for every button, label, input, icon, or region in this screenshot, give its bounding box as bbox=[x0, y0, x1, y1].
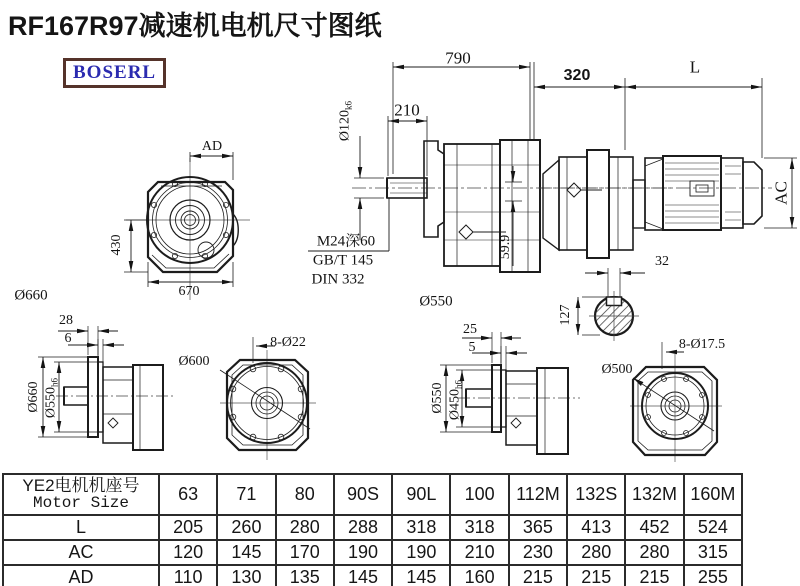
dim-motor-length-l: L bbox=[689, 57, 701, 77]
size-col: 90S bbox=[334, 474, 392, 515]
cell: 170 bbox=[276, 540, 334, 565]
dim-ad: AD bbox=[201, 139, 223, 154]
size-col: 80 bbox=[276, 474, 334, 515]
cell: 215 bbox=[567, 565, 625, 586]
dim-59-9: 59.9 bbox=[498, 234, 513, 260]
page-title: RF167R97减速机电机尺寸图纸 bbox=[8, 11, 382, 41]
table-header-cn: YE2电机机座号 bbox=[22, 475, 140, 495]
label-flange-od-660: Ø660 bbox=[14, 287, 48, 304]
cell: 280 bbox=[567, 540, 625, 565]
cell: 190 bbox=[334, 540, 392, 565]
size-col: 100 bbox=[450, 474, 508, 515]
brand-logo-text: BOSERL bbox=[73, 62, 157, 83]
dim-210: 210 bbox=[394, 100, 420, 120]
cell: 318 bbox=[450, 515, 508, 540]
cell: 135 bbox=[276, 565, 334, 586]
dim-spigot-450 bbox=[449, 380, 464, 420]
cell: 280 bbox=[276, 515, 334, 540]
cell: 190 bbox=[392, 540, 450, 565]
table-row-ad bbox=[3, 565, 742, 586]
cell: 452 bbox=[625, 515, 683, 540]
cell: 145 bbox=[217, 540, 275, 565]
cell: 255 bbox=[684, 565, 742, 586]
cell: 260 bbox=[217, 515, 275, 540]
dim-spigot-550-value: Ø550 bbox=[43, 386, 59, 419]
dim-key-width-32: 32 bbox=[655, 254, 669, 269]
motor-size-table bbox=[2, 473, 743, 586]
dim-motor-diameter-ac: AC bbox=[771, 181, 791, 205]
cell: 110 bbox=[159, 565, 217, 586]
cell: 280 bbox=[625, 540, 683, 565]
table-header-row bbox=[3, 474, 742, 515]
dim-430: 430 bbox=[109, 234, 124, 256]
label-flange-od-550: Ø550 bbox=[419, 293, 453, 310]
cell: 160 bbox=[450, 565, 508, 586]
dim-spigot-450-value: Ø450 bbox=[447, 388, 463, 421]
cell: 288 bbox=[334, 515, 392, 540]
size-col: 71 bbox=[217, 474, 275, 515]
dim-bolt-circle-500: Ø500 bbox=[601, 362, 633, 377]
row-label: AC bbox=[3, 540, 159, 565]
cell: 130 bbox=[217, 565, 275, 586]
size-col: 90L bbox=[392, 474, 450, 515]
front-view-linework bbox=[124, 152, 250, 300]
cell: 145 bbox=[334, 565, 392, 586]
dim-shaft-diameter-tolerance: k6 bbox=[343, 100, 354, 110]
dim-bolt-holes-8x17-5: 8-Ø17.5 bbox=[678, 337, 726, 352]
cell: 210 bbox=[450, 540, 508, 565]
dim-670: 670 bbox=[178, 284, 200, 299]
row-label: AD bbox=[3, 565, 159, 586]
size-col: 132S bbox=[567, 474, 625, 515]
dim-spigot-depth-6: 6 bbox=[64, 331, 72, 346]
cell: 215 bbox=[625, 565, 683, 586]
cell: 315 bbox=[684, 540, 742, 565]
size-col: 132M bbox=[625, 474, 683, 515]
cell: 413 bbox=[567, 515, 625, 540]
dim-spigot-450-tolerance: h6 bbox=[453, 379, 464, 389]
dim-flange-thickness-25: 25 bbox=[463, 322, 477, 337]
dim-shaft-diameter bbox=[339, 101, 354, 141]
dim-flange-od-550: Ø550 bbox=[430, 382, 445, 414]
note-tap-hole: M24深60 bbox=[316, 233, 376, 250]
cell: 120 bbox=[159, 540, 217, 565]
cell: 230 bbox=[509, 540, 567, 565]
dim-shaft-diameter-value: Ø120 bbox=[337, 109, 353, 142]
motor-view-linework bbox=[534, 62, 797, 341]
dim-bolt-holes-8x22: 8-Ø22 bbox=[270, 335, 306, 350]
cell: 205 bbox=[159, 515, 217, 540]
size-col: 160M bbox=[684, 474, 742, 515]
row-label: L bbox=[3, 515, 159, 540]
size-col: 112M bbox=[509, 474, 567, 515]
dim-spigot-depth-5: 5 bbox=[468, 340, 476, 355]
flange-front-small-linework bbox=[630, 342, 722, 462]
dim-shaft-section-127: 127 bbox=[558, 304, 573, 326]
dim-320: 320 bbox=[563, 67, 591, 84]
note-standard-gb: GB/T 145 bbox=[312, 252, 374, 269]
cell: 318 bbox=[392, 515, 450, 540]
flange-front-large-linework bbox=[220, 337, 316, 460]
cell: 524 bbox=[684, 515, 742, 540]
table-header-en: Motor Size bbox=[32, 494, 129, 513]
dim-flange-od-660: Ø660 bbox=[26, 381, 41, 413]
size-col: 63 bbox=[159, 474, 217, 515]
dim-spigot-550-tolerance: h6 bbox=[49, 377, 60, 387]
table-row-l bbox=[3, 515, 742, 540]
cell: 215 bbox=[509, 565, 567, 586]
cell: 365 bbox=[509, 515, 567, 540]
dim-790: 790 bbox=[445, 48, 471, 68]
dim-bolt-circle-600: Ø600 bbox=[178, 354, 210, 369]
note-standard-din: DIN 332 bbox=[311, 271, 365, 288]
dim-spigot-550 bbox=[45, 378, 60, 418]
cell: 145 bbox=[392, 565, 450, 586]
dim-flange-thickness-28: 28 bbox=[59, 313, 73, 328]
table-header-cell bbox=[3, 474, 159, 515]
table-row-ac bbox=[3, 540, 742, 565]
